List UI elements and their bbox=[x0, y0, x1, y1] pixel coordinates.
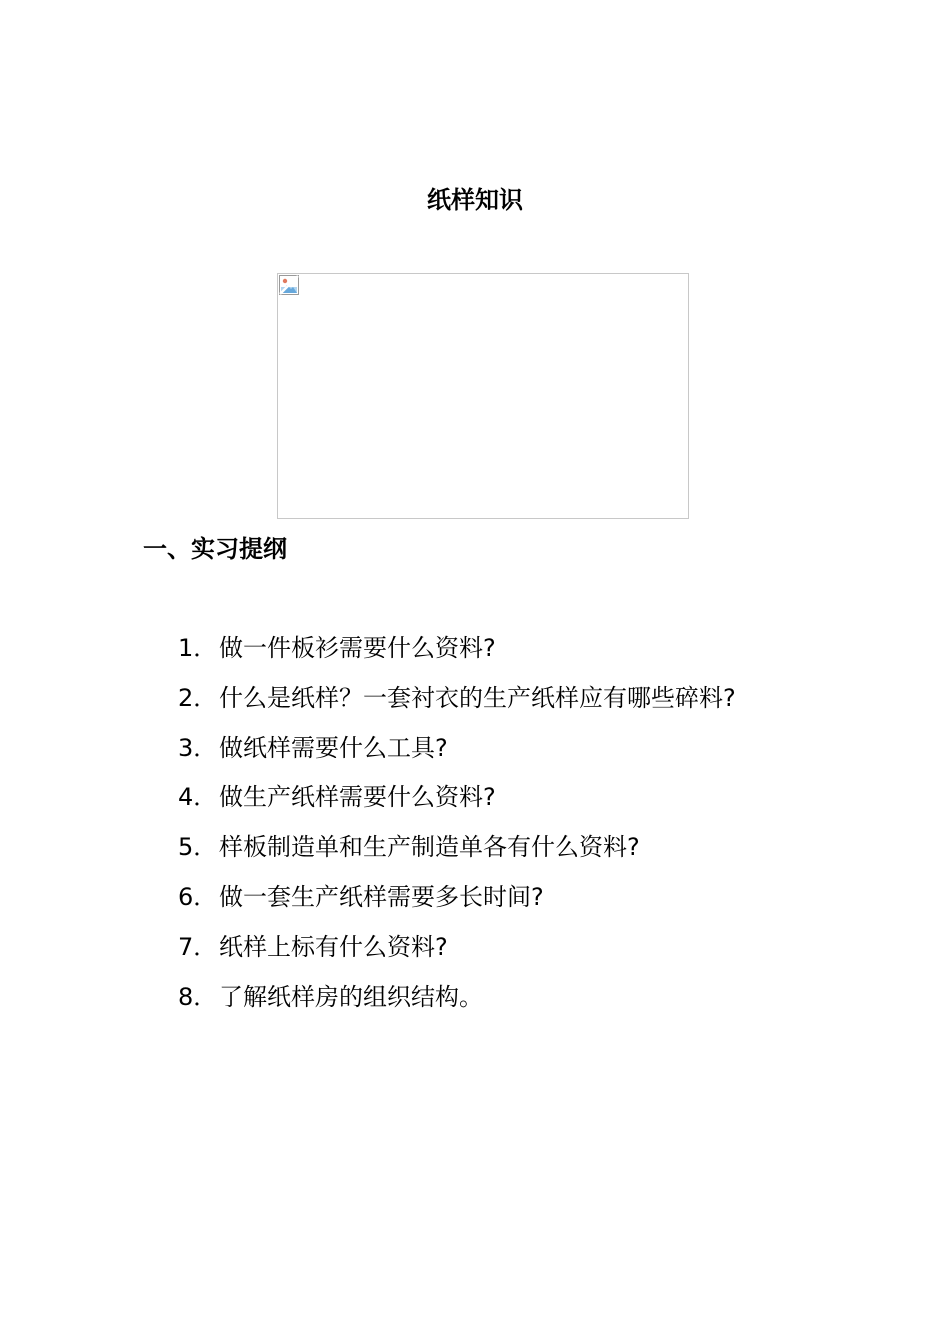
list-item bbox=[178, 678, 736, 728]
list-item-text: 纸样上标有什么资料? bbox=[219, 932, 448, 961]
list-item-number: 6． bbox=[178, 882, 218, 911]
list-item-text: 样板制造单和生产制造单各有什么资料? bbox=[219, 833, 640, 862]
list-item bbox=[178, 827, 736, 877]
list-item bbox=[178, 877, 736, 927]
list-item-number: 7． bbox=[178, 932, 218, 961]
outline-list bbox=[178, 628, 736, 1026]
list-item-text: 了解纸样房的组织结构。 bbox=[219, 982, 483, 1011]
list-item-text: 做生产纸样需要什么资料? bbox=[219, 783, 496, 812]
list-item bbox=[178, 628, 736, 678]
list-item-number: 8． bbox=[178, 982, 218, 1011]
list-item bbox=[178, 927, 736, 977]
list-item-text: 做纸样需要什么工具? bbox=[219, 733, 448, 762]
list-item-number: 3． bbox=[178, 733, 218, 762]
section-heading: 一、实习提纲 bbox=[143, 535, 287, 563]
list-item-number: 2． bbox=[178, 683, 218, 712]
list-item-number: 4． bbox=[178, 783, 218, 812]
list-item-number: 5． bbox=[178, 833, 218, 862]
list-item-number: 1． bbox=[178, 634, 218, 662]
image-placeholder bbox=[277, 273, 689, 519]
list-item-text: 做一件板衫需要什么资料? bbox=[219, 634, 496, 662]
list-item-text: 什么是纸样？一套衬衣的生产纸样应有哪些碎料? bbox=[219, 683, 736, 712]
list-item bbox=[178, 777, 736, 827]
page-title: 纸样知识 bbox=[427, 186, 523, 214]
list-item bbox=[178, 728, 736, 778]
broken-image-icon bbox=[279, 275, 299, 295]
list-item-text: 做一套生产纸样需要多长时间? bbox=[219, 882, 544, 911]
list-item bbox=[178, 977, 736, 1027]
